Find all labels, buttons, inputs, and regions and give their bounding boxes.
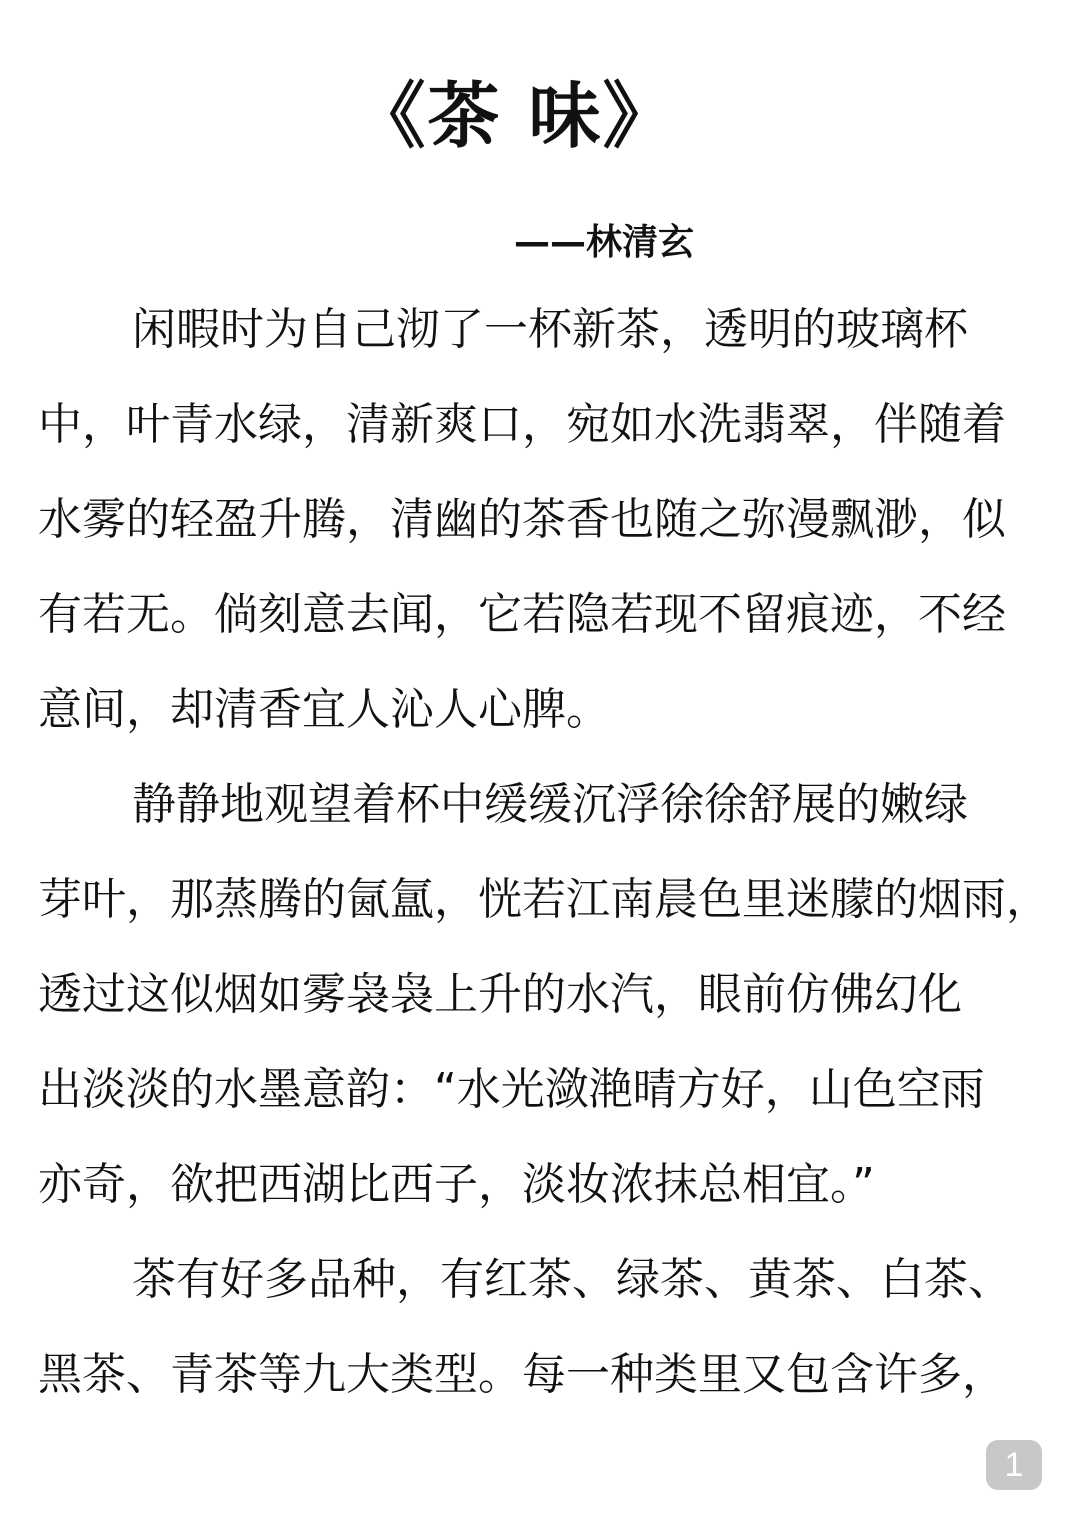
document-title: 《茶 味》 [353, 74, 677, 158]
text-line: 出淡淡的水墨意韵：“水光潋滟晴方好，山色空雨 [38, 1064, 985, 1115]
page-number-badge[interactable]: 1 [986, 1440, 1042, 1490]
text-line: 闲暇时为自己沏了一杯新茶，透明的玻璃杯 [132, 304, 968, 355]
text-line: 静静地观望着杯中缓缓沉浮徐徐舒展的嫩绿 [132, 779, 968, 830]
text-line: 黑茶、青茶等九大类型。每一种类里又包含许多， [38, 1349, 1006, 1400]
paragraph-1 [38, 282, 1048, 757]
text-line: 透过这似烟如雾袅袅上升的水汽，眼前仿佛幻化 [38, 969, 962, 1020]
text-line: 水雾的轻盈升腾，清幽的茶香也随之弥漫飘渺，似 [38, 494, 1006, 545]
document-body [38, 282, 1048, 1422]
paragraph-2 [38, 757, 1048, 1232]
text-line: 中，叶青水绿，清新爽口，宛如水洗翡翠，伴随着 [38, 399, 1006, 450]
text-line: 茶有好多品种，有红茶、绿茶、黄茶、白茶、 [132, 1254, 1012, 1305]
text-line: 有若无。倘刻意去闻，它若隐若现不留痕迹，不经 [38, 589, 1006, 640]
paragraph-3 [38, 1232, 1048, 1422]
document-author: ——林清玄 [514, 222, 695, 263]
text-line: 芽叶，那蒸腾的氤氲，恍若江南晨色里迷朦的烟雨， [38, 874, 1050, 925]
text-line: 意间，却清香宜人沁人心脾。 [38, 684, 610, 735]
text-line: 亦奇，欲把西湖比西子，淡妆浓抹总相宜。” [38, 1159, 875, 1210]
